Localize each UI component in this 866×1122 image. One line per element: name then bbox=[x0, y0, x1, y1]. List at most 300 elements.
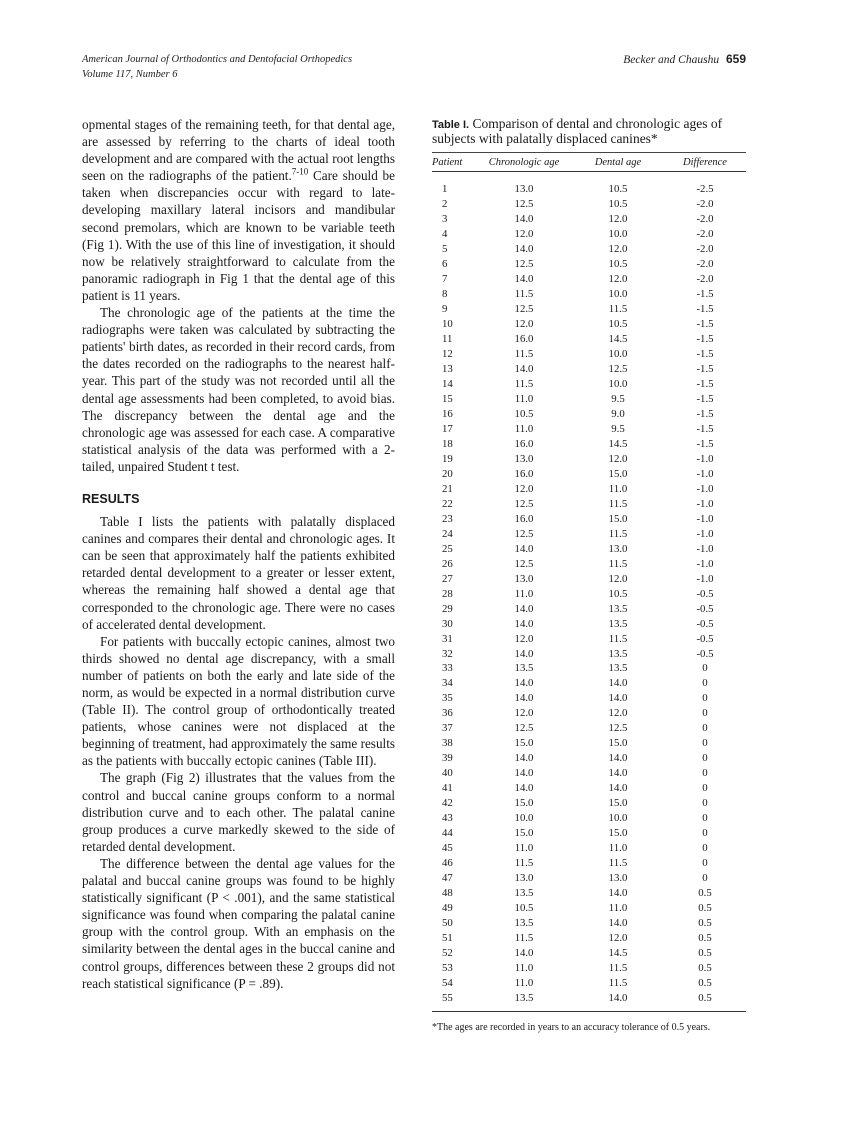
cell-patient: 2 bbox=[442, 198, 448, 211]
cell-patient: 9 bbox=[442, 303, 448, 316]
cell-difference: -1.5 bbox=[696, 348, 714, 361]
cell-dental-age: 10.0 bbox=[608, 812, 628, 825]
cell-chronologic-age: 14.0 bbox=[514, 677, 534, 690]
cell-chronologic-age: 14.0 bbox=[514, 542, 534, 555]
cell-patient: 3 bbox=[442, 213, 448, 226]
cell-patient: 11 bbox=[442, 333, 453, 346]
cell-dental-age: 14.5 bbox=[608, 946, 628, 959]
cell-difference: -2.0 bbox=[696, 213, 714, 226]
table-row bbox=[432, 526, 746, 541]
table-row bbox=[432, 990, 746, 1005]
cell-dental-age: 12.5 bbox=[608, 363, 628, 376]
cell-chronologic-age: 13.0 bbox=[514, 872, 534, 885]
cell-patient: 39 bbox=[442, 752, 453, 765]
cell-difference: 0.5 bbox=[698, 961, 712, 974]
journal-title: American Journal of Orthodontics and Dentofacial Orthopedics bbox=[82, 54, 353, 65]
cell-chronologic-age: 16.0 bbox=[514, 437, 534, 450]
table-row bbox=[432, 945, 746, 960]
authors: Becker and Chaushu bbox=[623, 54, 720, 66]
cell-patient: 54 bbox=[442, 976, 453, 989]
cell-dental-age: 9.5 bbox=[611, 422, 625, 435]
cell-patient: 20 bbox=[442, 467, 453, 480]
table-row bbox=[432, 227, 746, 242]
cell-dental-age: 14.0 bbox=[608, 677, 628, 690]
cell-dental-age: 14.0 bbox=[608, 767, 628, 780]
cell-dental-age: 12.0 bbox=[608, 707, 628, 720]
cell-patient: 14 bbox=[442, 378, 453, 391]
table-row bbox=[432, 856, 746, 871]
cell-chronologic-age: 14.0 bbox=[514, 692, 534, 705]
table-row bbox=[432, 691, 746, 706]
cell-chronologic-age: 13.0 bbox=[514, 183, 534, 196]
cell-patient: 1 bbox=[442, 183, 448, 196]
cell-dental-age: 10.0 bbox=[608, 348, 628, 361]
cell-difference: 0.5 bbox=[698, 991, 712, 1004]
cell-patient: 18 bbox=[442, 437, 453, 450]
cell-chronologic-age: 14.0 bbox=[514, 602, 534, 615]
table-row bbox=[432, 915, 746, 930]
table-bottom-rule bbox=[432, 1011, 746, 1012]
cell-patient: 15 bbox=[442, 393, 453, 406]
cell-patient: 51 bbox=[442, 931, 453, 944]
cell-patient: 50 bbox=[442, 916, 453, 929]
cell-chronologic-age: 12.5 bbox=[514, 258, 534, 271]
cell-difference: 0.5 bbox=[698, 916, 712, 929]
cell-difference: 0 bbox=[702, 737, 708, 750]
cell-chronologic-age: 11.5 bbox=[514, 931, 534, 944]
table-row bbox=[432, 975, 746, 990]
cell-difference: 0.5 bbox=[698, 946, 712, 959]
table-row bbox=[432, 631, 746, 646]
cell-dental-age: 11.0 bbox=[608, 842, 628, 855]
cell-patient: 10 bbox=[442, 318, 453, 331]
cell-difference: -0.5 bbox=[696, 617, 714, 630]
cell-difference: 0.5 bbox=[698, 901, 712, 914]
cell-chronologic-age: 14.0 bbox=[514, 273, 534, 286]
cell-chronologic-age: 11.5 bbox=[514, 288, 534, 301]
cell-patient: 13 bbox=[442, 363, 453, 376]
cell-patient: 24 bbox=[442, 527, 453, 540]
cell-dental-age: 10.5 bbox=[608, 183, 628, 196]
cell-dental-age: 14.0 bbox=[608, 887, 628, 900]
cell-dental-age: 11.5 bbox=[608, 976, 628, 989]
table-row bbox=[432, 781, 746, 796]
cell-difference: 0 bbox=[702, 662, 708, 675]
cell-difference: -1.5 bbox=[696, 422, 714, 435]
table-1 bbox=[432, 117, 746, 1033]
cell-patient: 17 bbox=[442, 422, 453, 435]
table-footnote: *The ages are recorded in years to an accuracy tolerance of 0.5 years. bbox=[432, 1022, 711, 1034]
cell-patient: 48 bbox=[442, 887, 453, 900]
table-row bbox=[432, 257, 746, 272]
cell-patient: 22 bbox=[442, 497, 453, 510]
table-row bbox=[432, 197, 746, 212]
body-text-column bbox=[82, 116, 395, 992]
cell-chronologic-age: 13.5 bbox=[514, 916, 534, 929]
cell-patient: 46 bbox=[442, 857, 453, 870]
cell-difference: -0.5 bbox=[696, 632, 714, 645]
cell-chronologic-age: 13.5 bbox=[514, 887, 534, 900]
paragraph-5: The graph (Fig 2) illustrates that the values from the control and buccal canine groups conform to a normal distribution curve and to each other. The palatal canine group produces a curve markedly skewed to the side of retarded dental development. bbox=[82, 770, 395, 854]
cell-dental-age: 9.5 bbox=[611, 393, 625, 406]
cell-patient: 32 bbox=[442, 647, 453, 660]
cell-difference: -1.0 bbox=[696, 527, 714, 540]
cell-difference: 0 bbox=[702, 842, 708, 855]
running-header-authors bbox=[623, 52, 746, 66]
cell-difference: 0.5 bbox=[698, 976, 712, 989]
table-row bbox=[432, 601, 746, 616]
cell-chronologic-age: 11.0 bbox=[514, 587, 534, 600]
cell-patient: 52 bbox=[442, 946, 453, 959]
cell-dental-age: 11.0 bbox=[608, 901, 628, 914]
cell-patient: 41 bbox=[442, 782, 453, 795]
cell-difference: 0.5 bbox=[698, 931, 712, 944]
cell-chronologic-age: 15.0 bbox=[514, 737, 534, 750]
cell-difference: -0.5 bbox=[696, 602, 714, 615]
cell-chronologic-age: 12.5 bbox=[514, 722, 534, 735]
cell-patient: 44 bbox=[442, 827, 453, 840]
table-row bbox=[432, 571, 746, 586]
cell-chronologic-age: 16.0 bbox=[514, 512, 534, 525]
cell-chronologic-age: 14.0 bbox=[514, 767, 534, 780]
cell-difference: -1.5 bbox=[696, 288, 714, 301]
cell-patient: 25 bbox=[442, 542, 453, 555]
cell-patient: 12 bbox=[442, 348, 453, 361]
cell-patient: 49 bbox=[442, 901, 453, 914]
table-row bbox=[432, 616, 746, 631]
cell-difference: -1.0 bbox=[696, 482, 714, 495]
cell-chronologic-age: 11.0 bbox=[514, 422, 534, 435]
table-row bbox=[432, 901, 746, 916]
cell-difference: -1.5 bbox=[696, 333, 714, 346]
cell-chronologic-age: 15.0 bbox=[514, 797, 534, 810]
journal-volume: Volume 117, Number 6 bbox=[82, 69, 178, 80]
cell-patient: 16 bbox=[442, 408, 453, 421]
cell-patient: 31 bbox=[442, 632, 453, 645]
cell-dental-age: 9.0 bbox=[611, 408, 625, 421]
cell-difference: 0 bbox=[702, 812, 708, 825]
cell-dental-age: 13.5 bbox=[608, 602, 628, 615]
cell-dental-age: 13.0 bbox=[608, 542, 628, 555]
cell-dental-age: 11.5 bbox=[608, 557, 628, 570]
cell-chronologic-age: 11.5 bbox=[514, 857, 534, 870]
table-row bbox=[432, 826, 746, 841]
cell-patient: 43 bbox=[442, 812, 453, 825]
table-row bbox=[432, 287, 746, 302]
cell-dental-age: 10.5 bbox=[608, 318, 628, 331]
cell-patient: 5 bbox=[442, 243, 448, 256]
cell-difference: 0 bbox=[702, 782, 708, 795]
table-label: Table I. bbox=[432, 119, 470, 131]
table-row bbox=[432, 811, 746, 826]
cell-difference: 0 bbox=[702, 707, 708, 720]
cell-difference: 0 bbox=[702, 692, 708, 705]
cell-chronologic-age: 14.0 bbox=[514, 782, 534, 795]
cell-patient: 23 bbox=[442, 512, 453, 525]
cell-patient: 27 bbox=[442, 572, 453, 585]
paragraph-1 bbox=[82, 116, 395, 304]
cell-dental-age: 15.0 bbox=[608, 797, 628, 810]
cell-difference: 0 bbox=[702, 872, 708, 885]
cell-dental-age: 15.0 bbox=[608, 737, 628, 750]
table-row bbox=[432, 706, 746, 721]
cell-chronologic-age: 16.0 bbox=[514, 467, 534, 480]
cell-chronologic-age: 12.0 bbox=[514, 707, 534, 720]
cell-dental-age: 10.0 bbox=[608, 228, 628, 241]
cell-dental-age: 14.0 bbox=[608, 692, 628, 705]
cell-chronologic-age: 10.0 bbox=[514, 812, 534, 825]
cell-difference: -2.0 bbox=[696, 243, 714, 256]
cell-chronologic-age: 13.5 bbox=[514, 991, 534, 1004]
cell-difference: 0.5 bbox=[698, 887, 712, 900]
cell-dental-age: 10.5 bbox=[608, 587, 628, 600]
table-caption-text: Comparison of dental and chronologic ages of subjects with palatally displaced canines* bbox=[432, 116, 723, 146]
cell-dental-age: 11.5 bbox=[608, 497, 628, 510]
cell-chronologic-age: 11.0 bbox=[514, 393, 534, 406]
cell-patient: 53 bbox=[442, 961, 453, 974]
cell-dental-age: 12.5 bbox=[608, 722, 628, 735]
table-row bbox=[432, 661, 746, 676]
cell-dental-age: 12.0 bbox=[608, 273, 628, 286]
cell-difference: -1.0 bbox=[696, 512, 714, 525]
table-caption bbox=[432, 117, 746, 146]
col-header-chronologic-age: Chronologic age bbox=[488, 156, 560, 168]
paragraph-4: For patients with buccally ectopic canines, almost two thirds showed no dental age discrepancy, with a small number of patients on both the early and late side of the norm, as would be expected in a normal distribution curve (Table II). The control group of orthodontically treated patients, whose canines were not displaced at the beginning of treatment, had approximately the same results as the patients with buccally ectopic canines (Table III). bbox=[82, 633, 395, 769]
cell-difference: -1.5 bbox=[696, 378, 714, 391]
table-row bbox=[432, 332, 746, 347]
cell-dental-age: 11.5 bbox=[608, 632, 628, 645]
cell-chronologic-age: 11.5 bbox=[514, 378, 534, 391]
cell-patient: 6 bbox=[442, 258, 448, 271]
cell-dental-age: 12.0 bbox=[608, 243, 628, 256]
cell-patient: 29 bbox=[442, 602, 453, 615]
cell-dental-age: 13.0 bbox=[608, 872, 628, 885]
cell-dental-age: 14.5 bbox=[608, 437, 628, 450]
table-row bbox=[432, 392, 746, 407]
cell-difference: -2.0 bbox=[696, 228, 714, 241]
table-header-row bbox=[432, 153, 746, 171]
table-row bbox=[432, 556, 746, 571]
cell-patient: 40 bbox=[442, 767, 453, 780]
cell-difference: -1.0 bbox=[696, 467, 714, 480]
cell-dental-age: 10.0 bbox=[608, 378, 628, 391]
cell-dental-age: 11.5 bbox=[608, 303, 628, 316]
cell-difference: -0.5 bbox=[696, 587, 714, 600]
cell-dental-age: 12.0 bbox=[608, 452, 628, 465]
cell-difference: -1.5 bbox=[696, 408, 714, 421]
table-row bbox=[432, 496, 746, 511]
table-row bbox=[432, 930, 746, 945]
cell-chronologic-age: 10.5 bbox=[514, 901, 534, 914]
cell-difference: 0 bbox=[702, 722, 708, 735]
cell-difference: 0 bbox=[702, 827, 708, 840]
cell-patient: 33 bbox=[442, 662, 453, 675]
cell-dental-age: 14.0 bbox=[608, 991, 628, 1004]
cell-dental-age: 10.0 bbox=[608, 288, 628, 301]
table-row bbox=[432, 751, 746, 766]
paragraph-2: The chronologic age of the patients at the time the radiographs were taken was calculated by subtracting the patients' birth dates, as recorded in their record cards, from the dates recorded on the radiographs to the nearest half-year. This part of the study was not recorded until all the dental age assessments had been completed, to avoid bias. The discrepancy between the dental age and the chronologic age was assessed for each case. A comparative statistical analysis of the data was performed with a 2-tailed, unpaired Student t test. bbox=[82, 305, 395, 474]
cell-chronologic-age: 12.0 bbox=[514, 318, 534, 331]
col-header-patient: Patient bbox=[432, 156, 463, 168]
cell-difference: -2.5 bbox=[696, 183, 714, 196]
cell-chronologic-age: 12.5 bbox=[514, 557, 534, 570]
cell-patient: 42 bbox=[442, 797, 453, 810]
cell-dental-age: 12.0 bbox=[608, 572, 628, 585]
cell-difference: -1.0 bbox=[696, 542, 714, 555]
cell-dental-age: 12.0 bbox=[608, 931, 628, 944]
paragraph-1-text: opmental stages of the remaining teeth, for that dental age, are assessed by referring to the charts of ideal tooth development and are compared with the actual root lengths seen on the radiographs of the patient. bbox=[82, 117, 395, 184]
table-row bbox=[432, 407, 746, 422]
cell-chronologic-age: 11.5 bbox=[514, 348, 534, 361]
cell-chronologic-age: 14.0 bbox=[514, 213, 534, 226]
cell-chronologic-age: 14.0 bbox=[514, 617, 534, 630]
cell-chronologic-age: 12.5 bbox=[514, 497, 534, 510]
results-heading: RESULTS bbox=[82, 491, 140, 506]
table-row bbox=[432, 586, 746, 601]
table-row bbox=[432, 541, 746, 556]
cell-chronologic-age: 14.0 bbox=[514, 647, 534, 660]
cell-patient: 26 bbox=[442, 557, 453, 570]
cell-difference: -2.0 bbox=[696, 258, 714, 271]
cell-chronologic-age: 12.5 bbox=[514, 198, 534, 211]
table-row bbox=[432, 451, 746, 466]
cell-dental-age: 15.0 bbox=[608, 827, 628, 840]
cell-difference: 0 bbox=[702, 797, 708, 810]
cell-patient: 47 bbox=[442, 872, 453, 885]
cell-dental-age: 11.5 bbox=[608, 961, 628, 974]
cell-difference: -1.5 bbox=[696, 393, 714, 406]
cell-difference: -1.5 bbox=[696, 303, 714, 316]
cell-dental-age: 13.5 bbox=[608, 647, 628, 660]
table-row bbox=[432, 212, 746, 227]
table-row bbox=[432, 886, 746, 901]
cell-patient: 38 bbox=[442, 737, 453, 750]
table-row bbox=[432, 272, 746, 287]
table-row bbox=[432, 736, 746, 751]
cell-difference: -1.0 bbox=[696, 497, 714, 510]
cell-patient: 19 bbox=[442, 452, 453, 465]
cell-chronologic-age: 13.0 bbox=[514, 572, 534, 585]
table-row bbox=[432, 796, 746, 811]
cell-chronologic-age: 12.0 bbox=[514, 228, 534, 241]
table-row bbox=[432, 511, 746, 526]
cell-chronologic-age: 14.0 bbox=[514, 946, 534, 959]
cell-difference: 0 bbox=[702, 677, 708, 690]
cell-difference: -1.0 bbox=[696, 452, 714, 465]
cell-chronologic-age: 14.0 bbox=[514, 243, 534, 256]
running-header-journal bbox=[82, 52, 352, 82]
cell-chronologic-age: 11.0 bbox=[514, 842, 534, 855]
cell-patient: 4 bbox=[442, 228, 448, 241]
cell-patient: 30 bbox=[442, 617, 453, 630]
cell-chronologic-age: 13.5 bbox=[514, 662, 534, 675]
cell-dental-age: 12.0 bbox=[608, 213, 628, 226]
cell-difference: -0.5 bbox=[696, 647, 714, 660]
cell-difference: -2.0 bbox=[696, 273, 714, 286]
table-row bbox=[432, 766, 746, 781]
table-row bbox=[432, 466, 746, 481]
cell-chronologic-age: 11.0 bbox=[514, 976, 534, 989]
cell-dental-age: 13.5 bbox=[608, 617, 628, 630]
table-row bbox=[432, 302, 746, 317]
col-header-difference: Difference bbox=[683, 156, 727, 168]
col-header-dental-age: Dental age bbox=[594, 156, 642, 168]
cell-difference: -1.5 bbox=[696, 363, 714, 376]
cell-dental-age: 11.5 bbox=[608, 857, 628, 870]
table-row bbox=[432, 646, 746, 661]
cell-patient: 35 bbox=[442, 692, 453, 705]
cell-chronologic-age: 12.5 bbox=[514, 527, 534, 540]
table-row bbox=[432, 362, 746, 377]
cell-dental-age: 11.0 bbox=[608, 482, 628, 495]
paragraph-1-text-cont: Care should be taken when discrepancies occur with regard to late-developing maxillary lateral incisors and mandibular second premolars, which are known to be variable teeth (Fig 1). With the use of this line of investigation, it should now be relatively straightforward to calculate from the panoramic radiograph in Fig 1 that the dental age of this patient is 11 years. bbox=[82, 168, 396, 303]
cell-dental-age: 14.0 bbox=[608, 752, 628, 765]
table-row bbox=[432, 242, 746, 257]
cell-chronologic-age: 12.0 bbox=[514, 482, 534, 495]
cell-chronologic-age: 15.0 bbox=[514, 827, 534, 840]
table-row bbox=[432, 841, 746, 856]
table-row bbox=[432, 317, 746, 332]
paragraph-6: The difference between the dental age values for the palatal and buccal canine groups was found to be highly statistically significant (P < .001), and the same statistical significance was found when comparing the palatal canine group with the control group. With an emphasis on the similarity between the dental ages in the buccal canine and control groups, differences between these 2 groups did not reach statistical significance (P = .89). bbox=[82, 855, 395, 991]
table-row bbox=[432, 871, 746, 886]
cell-dental-age: 10.5 bbox=[608, 258, 628, 271]
cell-dental-age: 13.5 bbox=[608, 662, 628, 675]
cell-difference: 0 bbox=[702, 767, 708, 780]
cell-patient: 55 bbox=[442, 991, 453, 1004]
cell-patient: 36 bbox=[442, 707, 453, 720]
table-body bbox=[432, 172, 746, 1011]
cell-chronologic-age: 12.0 bbox=[514, 632, 534, 645]
cell-chronologic-age: 10.5 bbox=[514, 408, 534, 421]
cell-dental-age: 10.5 bbox=[608, 198, 628, 211]
cell-dental-age: 11.5 bbox=[608, 527, 628, 540]
table-row bbox=[432, 422, 746, 437]
paragraph-3: Table I lists the patients with palatally displaced canines and compares their dental and chronologic ages. It can be seen that approximately half the patients exhibited retarded dental development to a greater or lesser extent, whereas the remaining half showed a dental age that corresponded to the chronologic age. There were no cases of accelerated dental development. bbox=[82, 514, 395, 632]
table-row bbox=[432, 377, 746, 392]
table-row bbox=[432, 182, 746, 197]
cell-difference: -1.5 bbox=[696, 318, 714, 331]
cell-chronologic-age: 12.5 bbox=[514, 303, 534, 316]
cell-patient: 37 bbox=[442, 722, 453, 735]
cell-difference: -1.0 bbox=[696, 557, 714, 570]
cell-dental-age: 14.0 bbox=[608, 916, 628, 929]
cell-chronologic-age: 13.0 bbox=[514, 452, 534, 465]
cell-patient: 21 bbox=[442, 482, 453, 495]
cell-dental-age: 14.5 bbox=[608, 333, 628, 346]
table-row bbox=[432, 436, 746, 451]
page-number: 659 bbox=[725, 52, 746, 66]
cell-difference: -1.5 bbox=[696, 437, 714, 450]
cell-dental-age: 14.0 bbox=[608, 782, 628, 795]
cell-chronologic-age: 14.0 bbox=[514, 363, 534, 376]
cell-chronologic-age: 14.0 bbox=[514, 752, 534, 765]
cell-patient: 7 bbox=[442, 273, 448, 286]
cell-chronologic-age: 11.0 bbox=[514, 961, 534, 974]
cell-patient: 34 bbox=[442, 677, 453, 690]
reference-superscript: 7-10 bbox=[291, 166, 309, 177]
cell-difference: 0 bbox=[702, 857, 708, 870]
cell-chronologic-age: 16.0 bbox=[514, 333, 534, 346]
cell-difference: -1.0 bbox=[696, 572, 714, 585]
table-row bbox=[432, 676, 746, 691]
cell-patient: 45 bbox=[442, 842, 453, 855]
table-row bbox=[432, 481, 746, 496]
cell-dental-age: 15.0 bbox=[608, 512, 628, 525]
table-row bbox=[432, 347, 746, 362]
cell-difference: 0 bbox=[702, 752, 708, 765]
cell-dental-age: 15.0 bbox=[608, 467, 628, 480]
cell-patient: 8 bbox=[442, 288, 448, 301]
